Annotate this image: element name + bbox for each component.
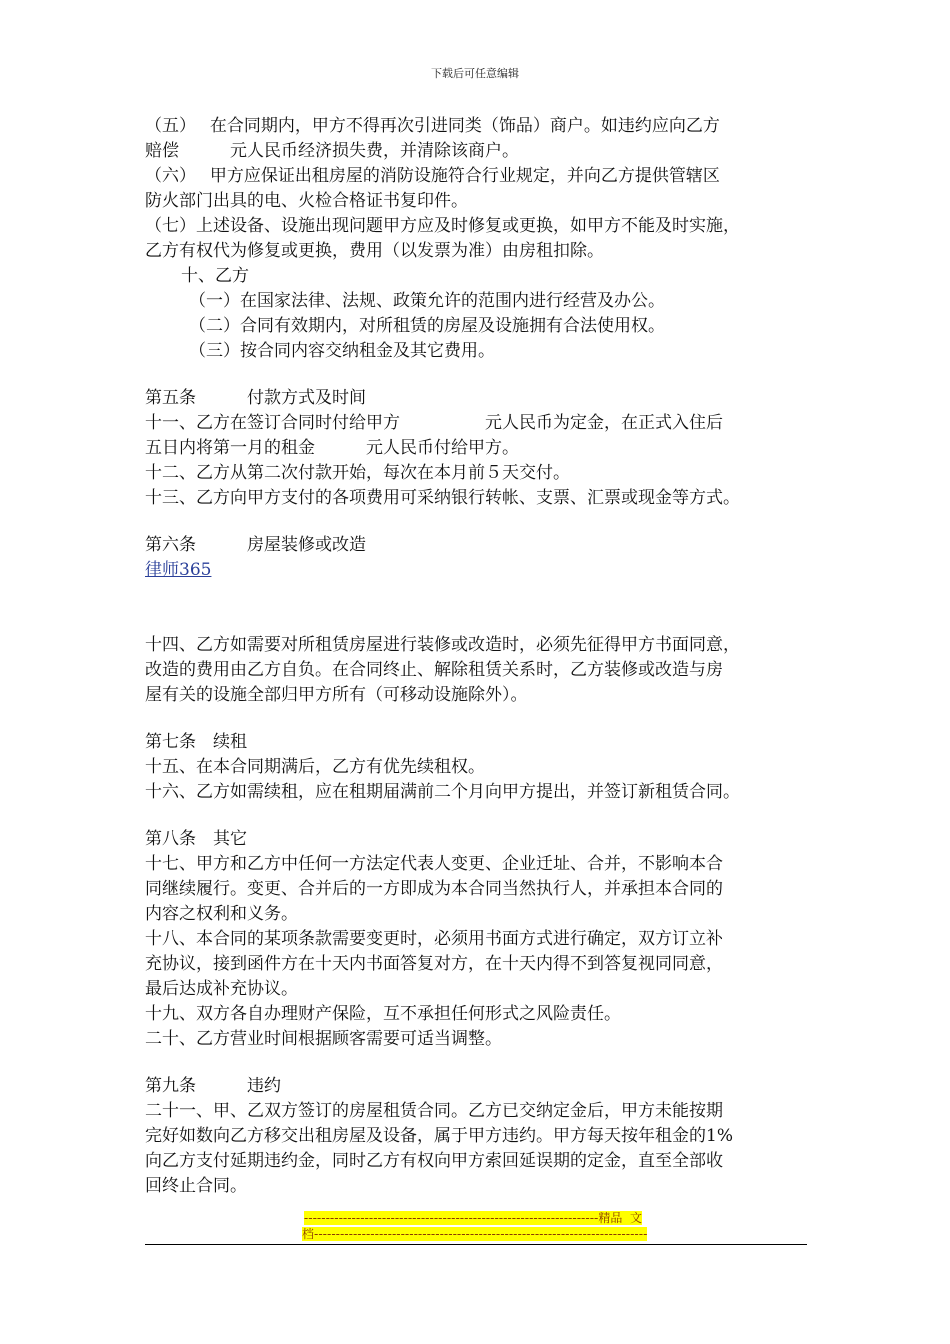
- article-heading: 第七条 续租: [145, 732, 247, 752]
- clause-line: （一）在国家法律、法规、政策允许的范围内进行经营及办公。: [189, 291, 665, 311]
- clause-line: 向乙方支付延期违约金，同时乙方有权向甲方索回延误期的定金，直至全部收: [145, 1151, 723, 1171]
- clause-line: 二十一、甲、乙双方签订的房屋租赁合同。乙方已交纳定金后，甲方未能按期: [145, 1101, 723, 1121]
- lawyer365-link[interactable]: 律师365: [145, 560, 212, 580]
- clause-line: 乙方有权代为修复或更换，费用（以发票为准）由房租扣除。: [145, 241, 604, 261]
- clause-line: 充协议，接到函件方在十天内书面答复对方，在十天内得不到答复视同同意，: [145, 954, 723, 974]
- article-heading: 第六条 房屋装修或改造: [145, 535, 366, 555]
- clause-line: 最后达成补充协议。: [145, 979, 298, 999]
- footer-banner-line: --------------------------------------------------------------------精品 文: [303, 1211, 642, 1225]
- clause-line: 回终止合同。: [145, 1176, 247, 1196]
- clause-line: 十九、双方各自办理财产保险，互不承担任何形式之风险责任。: [145, 1004, 621, 1024]
- page-header-note: 下载后可任意编辑: [431, 67, 519, 80]
- clause-line: 二十、乙方营业时间根据顾客需要可适当调整。: [145, 1029, 502, 1049]
- footer-banner-line: 档-----------------------------------------------------------------------------: [302, 1227, 648, 1241]
- clause-line: （六） 甲方应保证出租房屋的消防设施符合行业规定，并向乙方提供管辖区: [145, 166, 720, 186]
- clause-line: 五日内将第一月的租金 元人民币付给甲方。: [145, 438, 519, 458]
- clause-line: （五） 在合同期内，甲方不得再次引进同类（饰品）商户。如违约应向乙方: [145, 116, 720, 136]
- clause-line: （二）合同有效期内，对所租赁的房屋及设施拥有合法使用权。: [189, 316, 665, 336]
- clause-line: 十四、乙方如需要对所租赁房屋进行装修或改造时，必须先征得甲方书面同意，: [145, 635, 740, 655]
- clause-line: 内容之权利和义务。: [145, 904, 298, 924]
- clause-line: 赔偿 元人民币经济损失费，并清除该商户。: [145, 141, 519, 161]
- article-heading: 第五条 付款方式及时间: [145, 388, 366, 408]
- clause-line: 屋有关的设施全部归甲方所有（可移动设施除外）。: [145, 685, 528, 705]
- clause-line: （七）上述设备、设施出现问题甲方应及时修复或更换，如甲方不能及时实施，: [145, 216, 740, 236]
- clause-line: 完好如数向乙方移交出租房屋及设备，属于甲方违约。甲方每天按年租金的1%: [145, 1126, 733, 1146]
- clause-line: 十五、在本合同期满后，乙方有优先续租权。: [145, 757, 485, 777]
- article-heading: 第九条 违约: [145, 1076, 281, 1096]
- clause-line: 十八、本合同的某项条款需要变更时，必须用书面方式进行确定，双方订立补: [145, 929, 723, 949]
- clause-line: 十一、乙方在签订合同时付给甲方 元人民币为定金，在正式入住后: [145, 413, 723, 433]
- clause-line: 十七、甲方和乙方中任何一方法定代表人变更、企业迁址、合并，不影响本合: [145, 854, 723, 874]
- clause-line: 同继续履行。变更、合并后的一方即成为本合同当然执行人，并承担本合同的: [145, 879, 723, 899]
- clause-line: （三）按合同内容交纳租金及其它费用。: [189, 341, 495, 361]
- clause-line: 十二、乙方从第二次付款开始，每次在本月前５天交付。: [145, 463, 570, 483]
- footer-banner: [302, 1210, 648, 1242]
- clause-line: 十六、乙方如需续租，应在租期届满前二个月向甲方提出，并签订新租赁合同。: [145, 782, 740, 802]
- clause-line: 改造的费用由乙方自负。在合同终止、解除租赁关系时，乙方装修或改造与房: [145, 660, 723, 680]
- clause-line: 十三、乙方向甲方支付的各项费用可采纳银行转帐、支票、汇票或现金等方式。: [145, 488, 740, 508]
- article-heading: 第八条 其它: [145, 829, 247, 849]
- clause-line: 防火部门出具的电、火检合格证书复印件。: [145, 191, 468, 211]
- contract-body: [145, 114, 810, 1199]
- section-heading: 十、乙方: [181, 266, 249, 286]
- footer-divider: [145, 1244, 807, 1245]
